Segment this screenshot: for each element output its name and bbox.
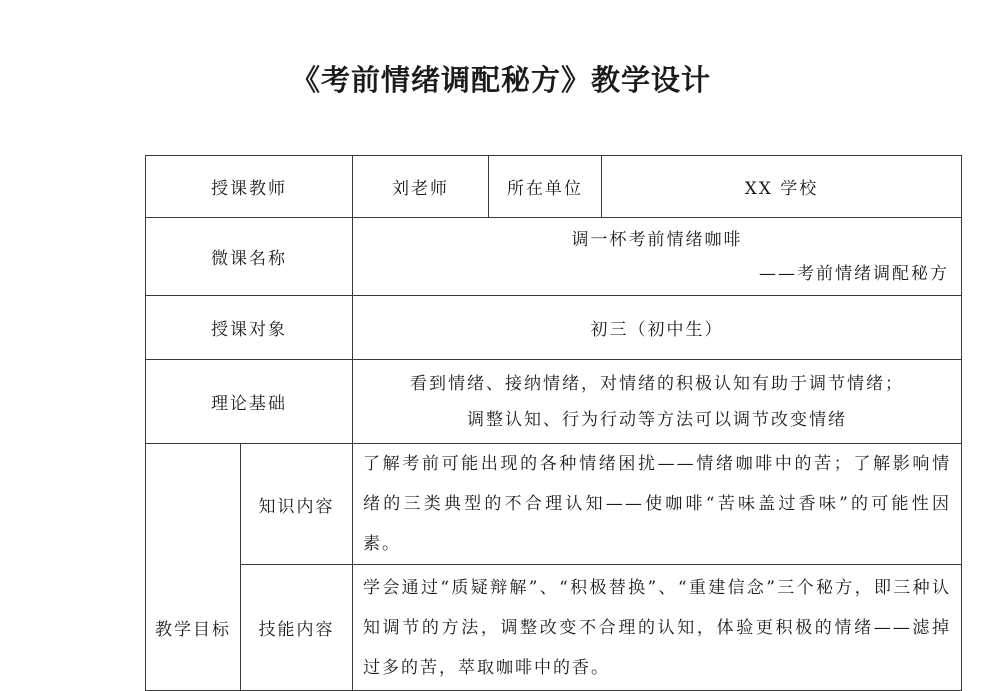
skill-text: 学会通过“质疑辩解”、“积极替换”、“重建信念”三个秘方，即三种认知调节的方法，调整改变不合理的认知，体验更积极的情绪——滤掉过多的苦，萃取咖啡中的香。 <box>353 565 962 691</box>
unit-value: XX 学校 <box>602 156 962 218</box>
course-title: 调一杯考前情绪咖啡 <box>571 229 743 250</box>
skill-row <box>146 565 962 691</box>
document-title: 《考前情绪调配秘方》教学设计 <box>290 63 711 97</box>
theory-line-1: 看到情绪、接纳情绪，对情绪的积极认知有助于调节情绪； <box>410 373 904 394</box>
theory-row <box>146 360 962 444</box>
teacher-value: 刘老师 <box>353 156 489 218</box>
knowledge-label: 知识内容 <box>241 444 353 565</box>
audience-label: 授课对象 <box>146 296 353 360</box>
theory-value <box>353 360 962 444</box>
course-value <box>353 218 962 296</box>
theory-label: 理论基础 <box>146 360 353 444</box>
knowledge-text: 了解考前可能出现的各种情绪困扰——情绪咖啡中的苦；了解影响情绪的三类典型的不合理认知——使咖啡“苦味盖过香味”的可能性因素。 <box>353 444 962 565</box>
theory-line-2: 调整认知、行为行动等方法可以调节改变情绪 <box>467 409 847 430</box>
audience-value: 初三（初中生） <box>353 296 962 360</box>
unit-label: 所在单位 <box>489 156 602 218</box>
goals-label: 教学目标 <box>146 444 241 691</box>
teacher-label: 授课教师 <box>146 156 353 218</box>
course-subtitle: ——考前情绪调配秘方 <box>759 263 949 284</box>
course-row <box>146 218 962 296</box>
lesson-plan-table <box>145 155 962 691</box>
skill-label: 技能内容 <box>241 565 353 691</box>
teacher-row <box>146 156 962 218</box>
course-label: 微课名称 <box>146 218 353 296</box>
knowledge-row <box>146 444 962 565</box>
audience-row <box>146 296 962 360</box>
